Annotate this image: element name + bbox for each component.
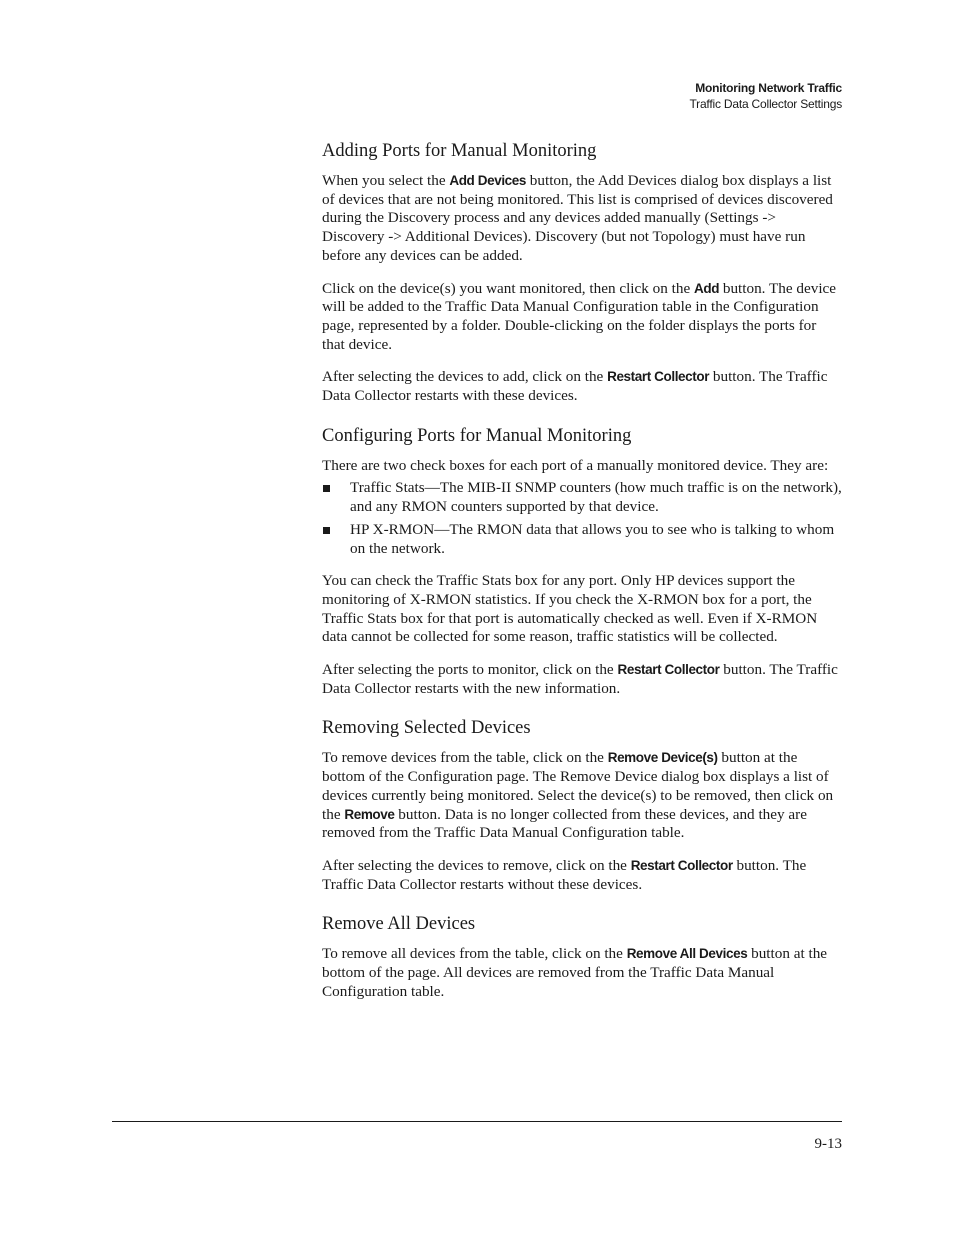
square-bullet-icon [323,527,330,534]
page-body [322,140,842,1021]
button-name-remove: Remove [344,806,395,822]
section-title: Traffic Data Collector Settings [689,97,842,111]
button-name-remove-devices: Remove Device(s) [607,750,718,766]
section-removing-devices [322,717,842,894]
button-name-restart-collector: Restart Collector [607,369,710,385]
paragraph: Click on the device(s) you want monitored, then click on the Add button. The device will be added to the Traffic Data Manual Configuration table in the Configuration page, represented by a folder. Double-clicking on the folder displays the ports for that device. [322,279,837,353]
footer-divider [112,1121,842,1122]
list-item: HP X-RMON—The RMON data that allows you to see who is talking to whom on the network. [322,521,842,558]
heading-remove-all: Remove All Devices [322,914,476,935]
paragraph: You can check the Traffic Stats box for any port. Only HP devices support the monitoring of X-RMON statistics. If you check the X-RMON box for a port, the Traffic Stats box for that port is automatically checked as well. Even if X-RMON data cannot be collected for some reason, traffic statistics will be collected. [322,572,818,646]
chapter-title: Monitoring Network Traffic [695,81,842,95]
page-number: 9-13 [814,1136,842,1152]
bullet-list [322,479,842,558]
paragraph: After selecting the ports to monitor, click on the Restart Collector button. The Traffic Data Collector restarts with the new information. [322,661,838,697]
heading-configuring-ports: Configuring Ports for Manual Monitoring [322,425,632,446]
heading-adding-ports: Adding Ports for Manual Monitoring [322,141,597,161]
button-name-add: Add [694,280,720,296]
section-remove-all [322,913,842,1001]
running-header [689,80,842,112]
button-name-add-devices: Add Devices [449,173,526,188]
paragraph: After selecting the devices to remove, click on the Restart Collector button. The Traffic Data Collector restarts without these devices. [322,856,807,893]
button-name-restart-collector: Restart Collector [617,662,720,678]
paragraph: To remove all devices from the table, click on the Remove All Devices button at the bottom of the page. All devices are removed from the Traffic Data Manual Configuration table. [322,945,828,1000]
button-name-restart-collector: Restart Collector [630,857,733,873]
square-bullet-icon [323,485,330,492]
list-item: Traffic Stats—The MIB-II SNMP counters (how much traffic is on the network), and any RMON counters supported by that device. [322,479,842,516]
paragraph: After selecting the devices to add, click on the Restart Collector button. The Traffic Data Collector restarts with these devices. [322,368,828,405]
paragraph: There are two check boxes for each port of a manually monitored device. They are: [322,456,829,474]
heading-removing-devices: Removing Selected Devices [322,718,531,739]
paragraph: When you select the Add Devices button, the Add Devices dialog box displays a list of devices that are not being monitored. This list is comprised of devices discovered during the Discovery process and any devices added manually (Settings -> Discovery -> Additional Devices). Discovery (but not Topology) must have run before any devices can be added. [322,172,833,264]
section-adding-ports [322,140,842,406]
button-name-remove-all-devices: Remove All Devices [626,946,748,962]
section-configuring-ports [322,425,842,699]
paragraph: To remove devices from the table, click on the Remove Device(s) button at the bottom of the Configuration page. The Remove Device dialog box displays a list of devices currently being monitored. Select the device(s) to be removed, then click on the Remove button. Data is no longer collected from these devices, and they are removed from the Traffic Data Manual Configuration table. [322,749,834,842]
